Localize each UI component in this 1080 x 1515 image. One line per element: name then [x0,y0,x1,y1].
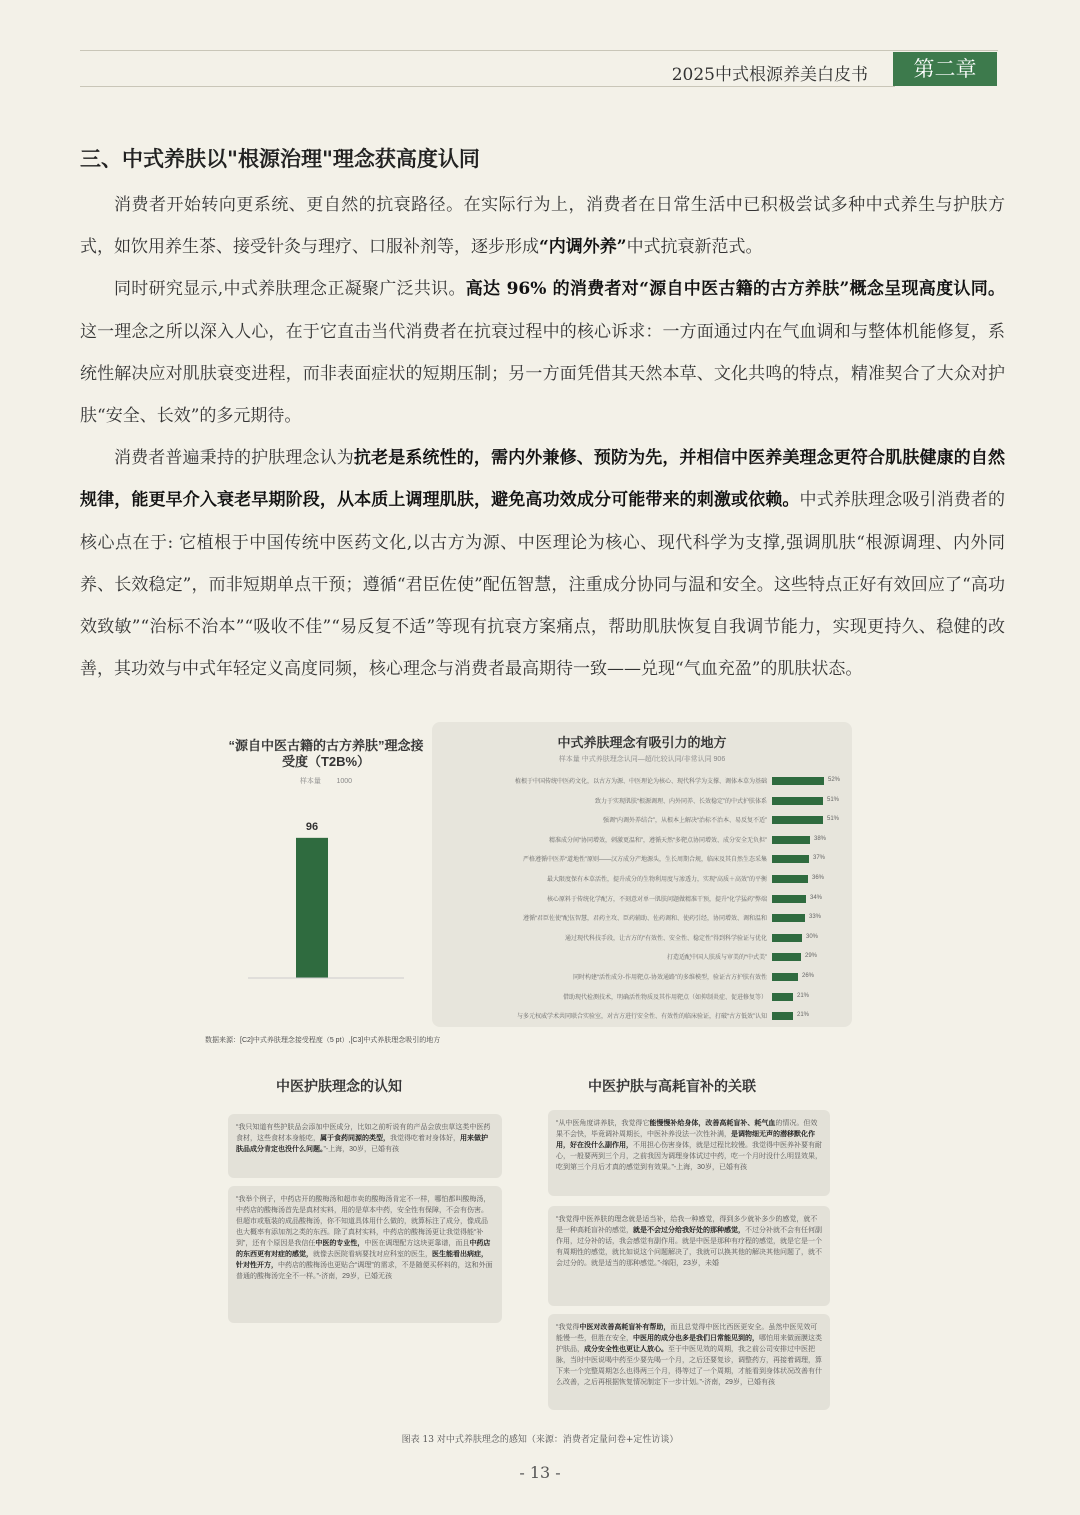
attraction-bar-value: 34% [810,894,823,901]
left-panel-title: 中医护肤理念的认知 [276,1078,402,1094]
header-top-rule [80,50,998,51]
attraction-row [432,1007,852,1027]
attraction-row [432,890,852,910]
attraction-bar [772,875,808,883]
paragraph-3: 消费者普遍秉持的护肤理念认为抗老是系统性的，需内外兼修、预防为先，并相信中医养美理念更符合肌肤健康的自然规律，能更早介入衰老早期阶段，从本质上调理肌肤，避免高功效成分可能带来的刺激或依赖。中式养肤理念吸引消费者的核心点在于: 它植根于中国传统中医药文化,以古方为源、中医理论为核心、现代科学为支撑,强调肌肤“根源调理、内外同养、长效稳定”，而非短期单点干预；遵循“君臣佐使”配伍智慧，注重成分协同与温和安全。这些特点正好有效回应了“高功效致敏”“治标不治本”“吸收不佳”“易反复不适”等现有抗衰方案痛点，帮助肌肤恢复自我调节能力，实现更持久、稳健的改善，其功效与中式年轻定义高度同频，核心理念与消费者最高期待一致——兑现“气血充盈”的肌肤状态。 [80,448,1005,680]
attraction-category-label: 精准成分间“协同增效，刺激更温和”，遵循天然“多靶点协同增效、成分安全无负担” [549,837,767,844]
attraction-bar-value: 51% [827,816,840,823]
attraction-category-label: 与多元权威学术共同联合实验室，对古方进行安全性、有效性的临床验证，打破“古方低效”认知 [517,1014,767,1021]
attraction-row [432,909,852,929]
attraction-row [432,870,852,890]
attraction-category-label: 同时构建“活性成分-作用靶点-协效通路”的多维模型，验证古方护肤有效性 [573,974,767,981]
attraction-category-label: 最大限度保有本草活性，提升成分的生物利用度与渗透力，实现“高质＋高效”的平衡 [547,876,767,883]
header-bottom-rule [80,86,895,87]
attraction-bar-value: 52% [828,777,841,783]
attraction-chart-title: 中式养肤理念有吸引力的地方 [557,735,727,750]
attraction-bar [772,836,810,844]
attraction-bar-value: 21% [797,1012,810,1019]
attraction-bar-value: 30% [806,933,819,940]
attraction-row [432,988,852,1008]
attraction-row [432,929,852,949]
attraction-chart-subtitle: 样本量 中式养肤理念认同—超/比较认同/非常认同 906 [558,756,726,763]
attraction-bar [772,934,802,942]
quote-card-3: “从中医角度讲养肤，我觉得它能慢慢补给身体，改善高耗盲补、耗气血的情况。但效果不会快，毕竟调补周期长，中医补养没法一次性补满，是调物细无声的潜移默化作用，好在没什么副作用，不用担心伤害身体，就是过程比较慢。我觉得中医养补要有耐心，一般要两到三个月，之前我因为调理身体试过中药，吃一个月时没什么明显效果，吃到第三个月后才真的感觉到有效果。”-上海，30岁，已婚有孩 [548,1110,830,1196]
attraction-bar-value: 33% [809,914,822,921]
attraction-bar [772,777,824,785]
attraction-bar [772,914,805,922]
attraction-category-label: 致力于实现肌肤“根源调理、内外同养、长效稳定”的中式护肤体系 [595,798,767,805]
attraction-chart [432,722,852,1027]
attraction-row [432,831,852,851]
attraction-category-label: 核心原料于传统化学配方，不刻意对单一肌肤问题做精准干预，提升“化学猛药”弊端 [547,896,767,903]
acceptance-chart-sample: 样本量 1000 [299,778,353,785]
attraction-bar-value: 36% [812,874,825,881]
attraction-row [432,968,852,988]
attraction-bar [772,1012,793,1020]
page-number: - 13 - [519,1463,561,1482]
acceptance-bar [296,838,328,978]
acceptance-bar-label: 96 [305,820,319,833]
acceptance-chart-title: “源自中医古籍的古方养肤”理念接受度（T2B%） [228,738,424,769]
quote-card-5: “我觉得中医对改善高耗盲补有帮助，而且总觉得中医比西医更安全。虽然中医见效可能慢一些，但胜在安全，中医用的成分也多是我们日常能见到的，哪怕用来做面膜这类护肤品，成分安全性也更让人放心。至于中医见效的周期，我之前公司安排过中医把脉，当时中医说喝中药至少要先喝一个月，之后还要复诊，调整药方，再接着调理，算下来一个完整周期怎么也得两三个月，得等过了一个周期，才能看到身体状况改善有什么改善，之后再根据恢复情况制定下一步计划。”-济南，29岁，已婚有孩 [548,1314,830,1410]
attraction-bar [772,895,806,903]
source-note: 数据来源：[C2]中式养肤理念接受程度（5 pt）,[C3]中式养肤理念吸引的地方 [205,1037,441,1044]
attraction-bar [772,973,798,981]
paragraph-2: 同时研究显示,中式养肤理念正凝聚广泛共识。高达 96% 的消费者对“源自中医古籍的古方养肤”概念呈现高度认同。这一理念之所以深入人心，在于它直击当代消费者在抗衰过程中的核心诉求：一方面通过内在气血调和与整体机能修复，系统性解决应对肌肤衰变进程，而非表面症状的短期压制；另一方面凭借其天然本草、文化共鸣的特点，精准契合了大众对护肤“安全、长效”的多元期待。 [80,279,1006,427]
paragraph-1: 消费者开始转向更系统、更自然的抗衰路径。在实际行为上，消费者在日常生活中已积极尝试多种中式养生与护肤方式，如饮用养生茶、接受针灸与理疗、口服补剂等，逐步形成“内调外养”中式抗衰新范式。 [80,195,1005,258]
attraction-bar-value: 26% [802,972,815,979]
attraction-row [432,948,852,968]
attraction-chart-bars [432,772,852,1027]
attraction-category-label: 植根于中国传统中医药文化，以古方为源、中医理论为核心、现代科学为支撑、调体本草为基础 [514,779,767,785]
attraction-category-label: 通过现代科技手段，让古方的“有效性、安全性、稳定性”得到科学验证与优化 [565,935,767,942]
attraction-row [432,792,852,812]
attraction-bar-value: 51% [827,796,840,803]
attraction-row [432,850,852,870]
body-text [80,184,1005,690]
quote-card-2: “我举个例子，中药店开的酸梅汤和超市卖的酸梅汤肯定不一样，哪怕都叫酸梅汤，中药店的酸梅汤首先是真材实料，用的是草本中药，安全性有保障，不会有伤害。但超市或瓶装的成品酸梅汤，你不知道具体用什么做的，就算标注了成分，像成品也大概率有添加剂之类的东西。除了真材实料，中药店的酸梅汤更让我觉得能“补到”，还有个原因是我信任中医的专业性，中医在调理配方这块更靠谱，而且中药店的东西更有对症的感觉，就像去医院看病要找对应科室的医生，医生能看出病症，针对性开方，中药店的酸梅汤也更贴合“调理”的需求，不是随便买杯料的，这和外面普通的酸梅汤完全不一样。”-济南，29岁，已婚无孩 [228,1186,502,1323]
attraction-bar-value: 21% [797,992,810,999]
attraction-bar-value: 37% [813,855,826,862]
quote-card-4: “我觉得中医养肤的理念就是适当补，给我一种感觉，得到多少就补多少的感觉，就不是一种高耗盲补的感觉，就是不会过分给我好处的那种感觉，不过分补就不会有任何副作用，过分补的话，我会感觉有副作用。就是中医是那种有疗程的感觉，就是它是一个有周期性的感觉，就比如说这个问题解决了，我就可以换其他的解决其他问题了，就不会过分的。就是适当的那种感觉。”-绵阳，23岁，未婚 [548,1206,830,1306]
attraction-bar [772,953,801,961]
chapter-badge: 第二章 [893,52,997,86]
attraction-row [432,772,852,792]
attraction-bar [772,993,793,1001]
document-title: 2025中式根源养美白皮书 [671,65,868,85]
attraction-bar-value: 38% [814,835,827,842]
attraction-category-label: 严格遵循中医养“道地性”原则——汉方成分产地源头，生长周期合规，临床及其自然生态采集 [523,857,767,864]
attraction-bar-value: 29% [805,953,818,960]
attraction-bar [772,816,823,824]
attraction-category-label: 打造适配中国人肤质与审美的“中式美” [667,955,767,962]
attraction-row [432,811,852,831]
attraction-category-label: 借助现代检测技术，明确活性物质及其作用靶点（如抑制炎症、促进修复等） [562,994,767,1001]
section-heading: 三、中式养肤以"根源治理"理念获高度认同 [80,146,480,171]
acceptance-chart [228,738,424,998]
figure-caption: 图表 13 对中式养肤理念的感知（来源：消费者定量问卷+定性访谈） [401,1435,679,1445]
attraction-bar [772,797,823,805]
quote-card-1: “我只知道有些护肤品会添加中医成分，比如之前听说有的产品会放虫草这类中医药食材，这些食材本身能吃，属于食药同源的类型，我觉得吃着对身体好，用来做护肤品成分肯定也没什么问题。”-上海，30岁，已婚有孩 [228,1114,502,1178]
attraction-bar [772,855,809,863]
attraction-category-label: 强调“内调外养结合”，从根本上解决“治标不治本、易反复不适” [603,818,767,825]
right-panel-title: 中医护肤与高耗盲补的关联 [588,1078,756,1094]
acceptance-chart-plot [228,812,424,982]
attraction-category-label: 遵循“君臣佐使”配伍智慧，君药主攻、臣药辅助、佐药调和、使药引经，协同增效、调和温和 [523,916,767,923]
